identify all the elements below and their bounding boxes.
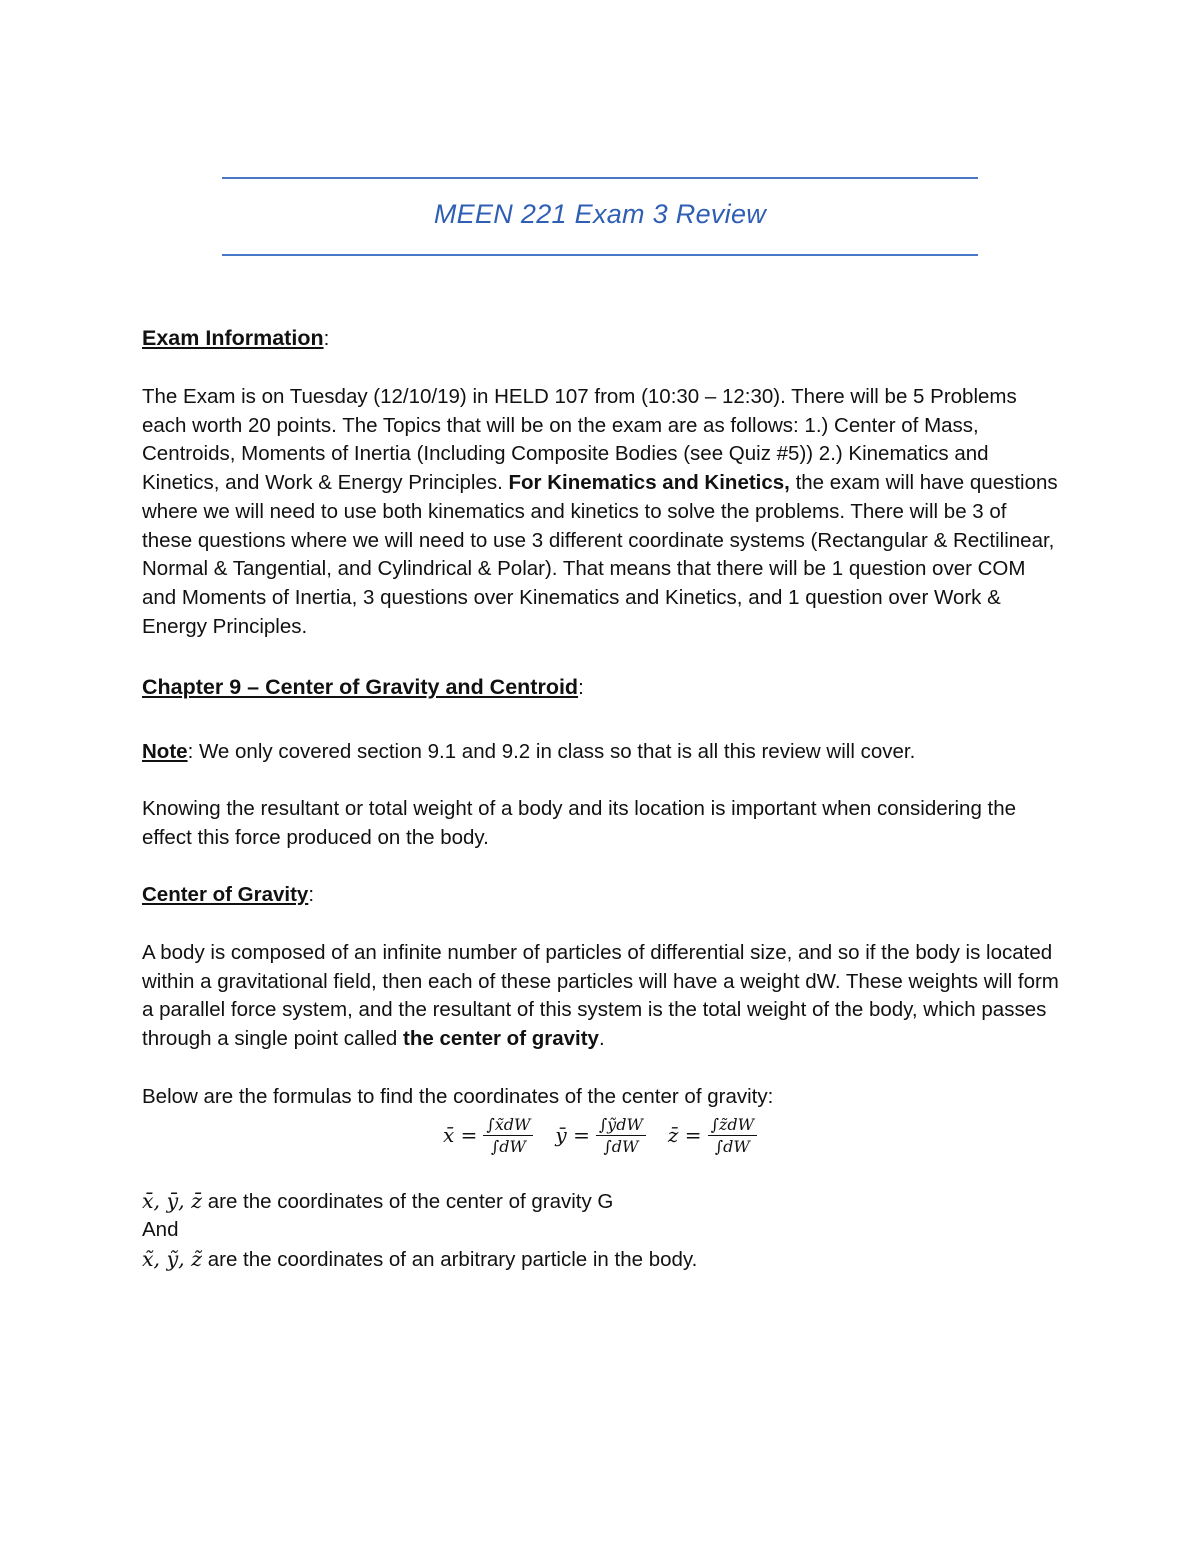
chapter9-heading-line <box>142 673 1062 703</box>
formula-z-fraction <box>708 1115 757 1156</box>
coords-particle-text: are the coordinates of an arbitrary particle in the body. <box>202 1248 698 1271</box>
exam-info-heading-colon: : <box>323 327 330 350</box>
formula-y-lhs: ȳ = <box>555 1123 590 1147</box>
cog-text-end: . <box>598 1027 605 1051</box>
coords-line-2: And <box>142 1218 179 1241</box>
exam-info-heading: Exam Information <box>142 326 324 350</box>
cog-bold: the center of gravity <box>403 1027 599 1051</box>
formulas-intro: Below are the formulas to find the coordinates of the center of gravity: <box>142 1085 774 1108</box>
formula-y <box>555 1115 645 1156</box>
cog-heading: Center of Gravity <box>142 883 309 906</box>
formula-z-lhs: z̄ = <box>667 1123 702 1147</box>
exam-info-paragraph <box>142 383 1062 641</box>
formula-z-denominator: ∫dW <box>714 1136 750 1156</box>
exam-info-heading-line <box>142 324 1062 354</box>
note-line <box>142 738 1062 767</box>
formula-row <box>0 1110 1200 1160</box>
formula-x-fraction <box>483 1115 533 1156</box>
formula-z-numerator: ∫z̃dW <box>708 1115 757 1136</box>
exam-info-text-1: The Exam is on Tuesday (12/10/19) in HELD 107 from (10:30 – 12:30). There will be 5 Problems each worth 20 points. The Topics that will be on the exam are as follows: 1.) Center of Mass, Centroids, Moments of Inertia (Including Composite Bodies (see Quiz #5)) 2.) Kinematics and Kinetics, and Work & Energy Principles. <box>142 385 1017 495</box>
chapter9-heading-colon: : <box>578 676 584 699</box>
cog-text: A body is composed of an infinite number of particles of differential size, and so if the body is located within a gravitational field, then each of these particles will have a weight dW. These weights will form a parallel force system, and the resultant of this system is the total weight of the body, which passes through a single point called <box>142 941 1059 1051</box>
exam-info-bold: For Kinematics and Kinetics, <box>508 471 790 495</box>
title-rule-bottom <box>222 254 978 256</box>
intro-paragraph: Knowing the resultant or total weight of a body and its location is important when considering the effect this force produced on the body. <box>142 797 1017 849</box>
note-label: Note <box>142 740 188 763</box>
page-title: MEEN 221 Exam 3 Review <box>433 199 767 229</box>
formula-y-fraction <box>596 1115 646 1156</box>
coords-cog-symbols: x̄, ȳ, z̄ <box>142 1189 203 1213</box>
formula-x <box>443 1115 533 1156</box>
exam-info-text-2: the exam will have questions where we will need to use both kinematics and kinetics to solve the problems. There will be 3 of these questions where we will need to use 3 different coordinate systems (Rectangular & Rectilinear, Normal & Tangential, and Cylindrical & Polar). That means that there will be 1 question over COM and Moments of Inertia, 3 questions over Kinematics and Kinetics, and 1 question over Work & Energy Principles. <box>142 471 1058 638</box>
formula-x-lhs: x̄ = <box>442 1123 478 1147</box>
formula-z <box>668 1115 757 1156</box>
note-text: : We only covered section 9.1 and 9.2 in class so that is all this review will cover. <box>187 740 916 763</box>
formula-x-denominator: ∫dW <box>490 1136 526 1156</box>
cog-paragraph <box>142 939 1062 1054</box>
coords-line-3 <box>142 1245 1062 1275</box>
title-rule-top <box>222 177 978 179</box>
cog-heading-line <box>142 881 1062 910</box>
coords-particle-symbols: x̃, ỹ, z̃ <box>142 1247 203 1271</box>
cog-heading-colon: : <box>308 883 315 906</box>
coords-line-1 <box>142 1187 1062 1217</box>
formula-x-numerator: ∫x̃dW <box>483 1115 533 1136</box>
chapter9-heading: Chapter 9 – Center of Gravity and Centroid <box>142 675 579 699</box>
formula-y-numerator: ∫ỹdW <box>596 1115 646 1136</box>
formula-y-denominator: ∫dW <box>603 1136 639 1156</box>
coords-cog-text: are the coordinates of the center of gravity G <box>202 1190 614 1213</box>
